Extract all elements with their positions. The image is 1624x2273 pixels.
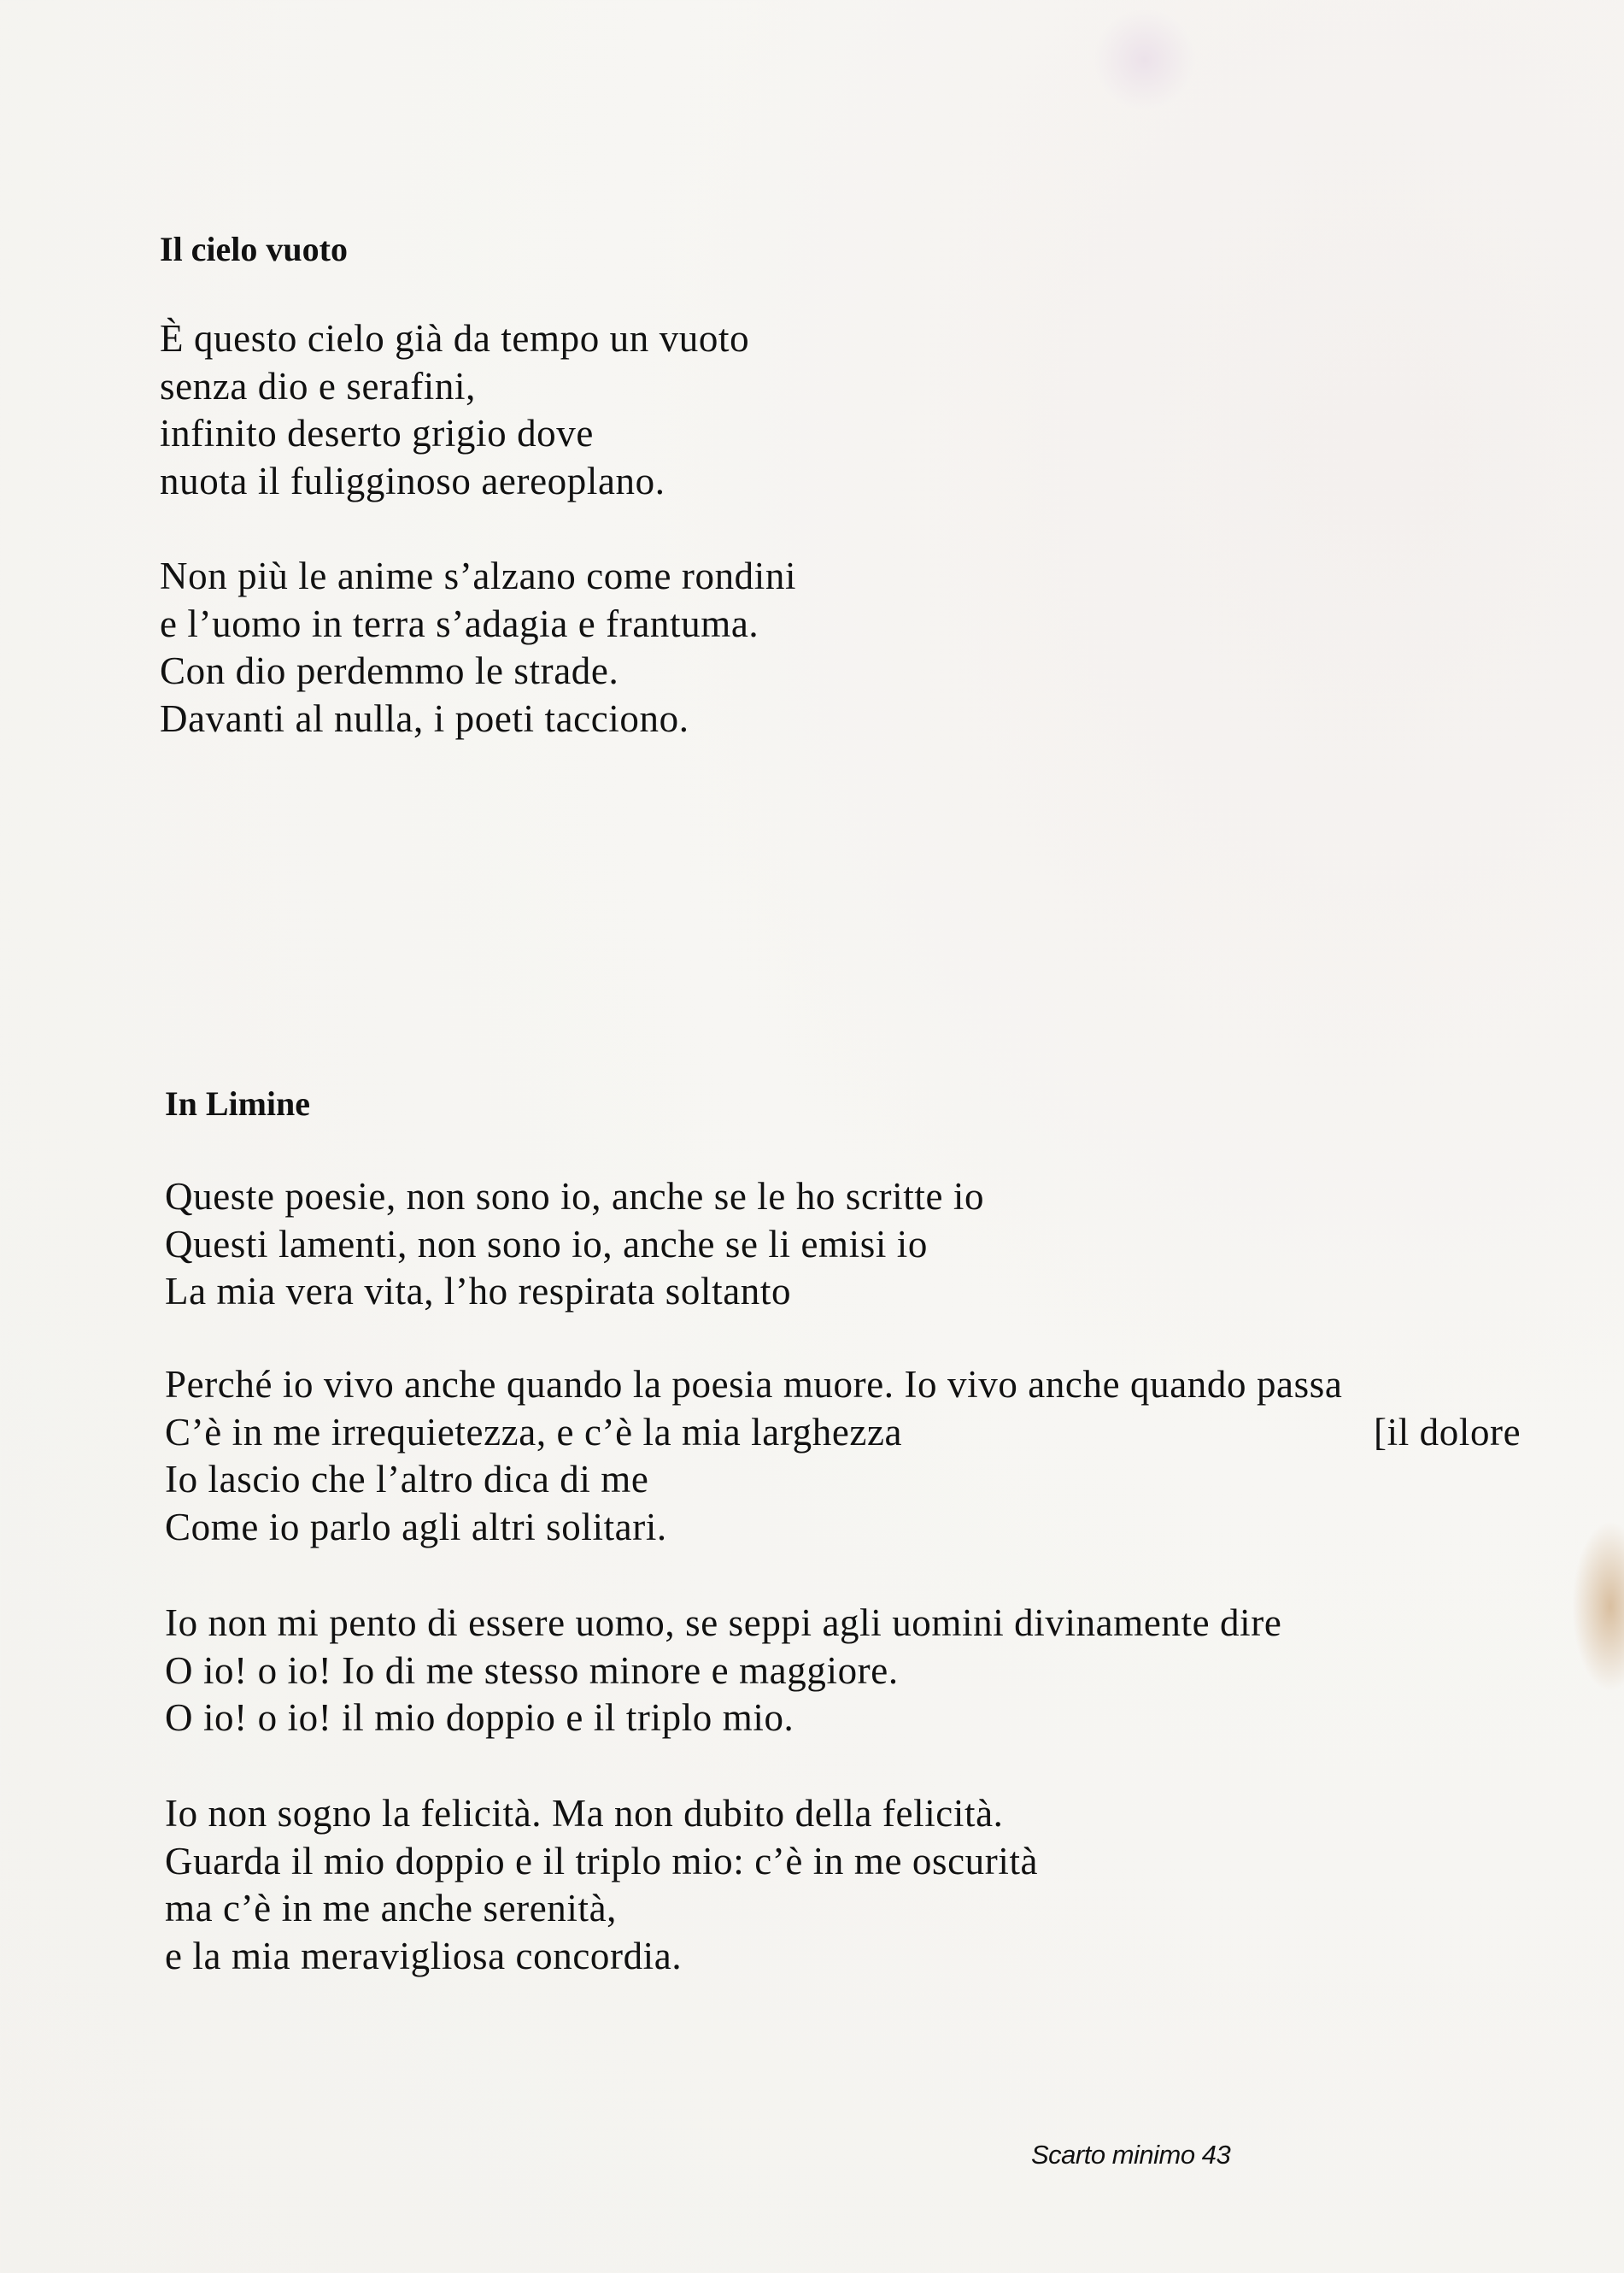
stanza: [160, 315, 749, 505]
verse: Perché io vivo anche quando la poesia muore. Io vivo anche quando passa: [165, 1363, 1343, 1406]
verse: Io lascio che l’altro dica di me: [165, 1458, 649, 1501]
verse: Questi lamenti, non sono io, anche se li emisi io: [165, 1222, 929, 1266]
verse: O io! o io! il mio doppio e il triplo mio.: [165, 1696, 794, 1739]
page-footer: Scarto minimo 43: [1031, 2140, 1231, 2170]
verse: nuota il fuligginoso aereoplano.: [160, 459, 665, 502]
verse: e l’uomo in terra s’adagia e frantuma.: [160, 602, 759, 645]
verse: Io non mi pento di essere uomo, se seppi agli uomini divinamente dire: [165, 1601, 1282, 1644]
verse: Non più le anime s’alzano come rondini: [160, 555, 797, 597]
page-stain: [1093, 9, 1196, 111]
verse: infinito deserto grigio dove: [160, 412, 594, 455]
page-stain: [1572, 1521, 1624, 1692]
verse: Guarda il mio doppio e il triplo mio: c’è in me oscurità: [165, 1839, 1039, 1882]
stanza: [160, 553, 796, 743]
stanza: [165, 1173, 984, 1316]
verse: Io non sogno la felicità. Ma non dubito della felicità.: [165, 1792, 1004, 1835]
verse: senza dio e serafini,: [160, 364, 476, 408]
poem-title: In Limine: [165, 1084, 311, 1123]
verse: La mia vera vita, l’ho respirata soltanto: [165, 1270, 792, 1313]
stanza: [165, 1790, 1038, 1980]
verse: È questo cielo già da tempo un vuoto: [160, 317, 750, 360]
verse-continuation: [il dolore: [1374, 1410, 1521, 1454]
stanza: [165, 1600, 1281, 1742]
verse: Come io parlo agli altri solitari.: [165, 1505, 667, 1548]
verse: [165, 1409, 1521, 1457]
verse: ma c’è in me anche serenità,: [165, 1887, 618, 1929]
verse: O io! o io! Io di me stesso minore e maggiore.: [165, 1648, 899, 1692]
poem-title: Il cielo vuoto: [160, 230, 348, 268]
verse-text: C’è in me irrequietezza, e c’è la mia larghezza: [165, 1410, 903, 1454]
stanza: [165, 1361, 1521, 1551]
verse: Davanti al nulla, i poeti tacciono.: [160, 696, 689, 740]
verse: Con dio perdemmo le strade.: [160, 649, 619, 692]
verse: e la mia meravigliosa concordia.: [165, 1934, 683, 1977]
verse: Queste poesie, non sono io, anche se le ho scritte io: [165, 1175, 985, 1218]
